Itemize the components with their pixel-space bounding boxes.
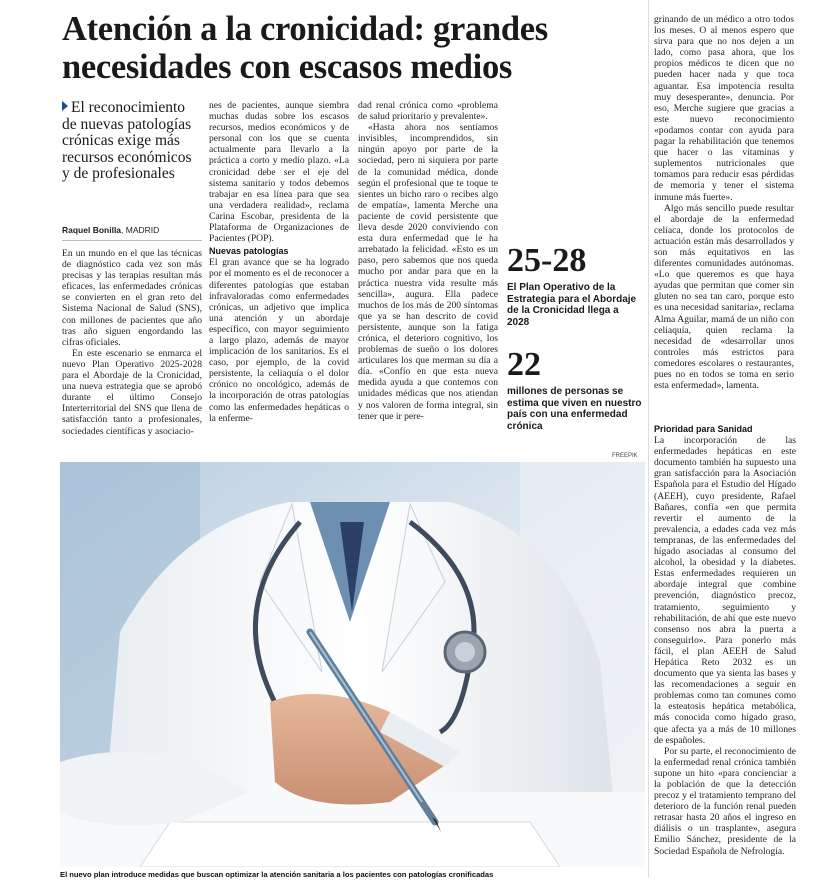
column-2	[209, 100, 349, 424]
figure-text: millones de personas se estima que viven en nuestro país con una enfermedad crónica	[507, 386, 642, 432]
paragraph: grinando de un médico a otro todos los meses. O al menos espero que sirva para que no nos dejen a un lado, como pasa ahora, que los propios médicos te dicen que no pueden hacer nada y que toca aguantar. Esa impotencia resulta muy desesperante», denuncia. Por eso, Merche sugiere que gracias a este nuevo reconocimiento «podamos contar con ayuda para pagar la rehabilitación que tenemos que hacer o las vitaminas y suplementos nutricionales que tomamos para reducir esas pérdidas de memoria y tener el sistema inmune más fuerte».	[654, 14, 794, 203]
paragraph: En un mundo en el que las técnicas de diagnóstico cada vez son más precisas y las terapias resultan más eficaces, las enfermedades crónicas se convierten en el gran reto del Sistema Nacional de Salud (SNS), con millones de pacientes que año tras año siguen engordando las cifras oficiales.	[62, 248, 202, 348]
photo-caption: El nuevo plan introduce medidas que buscan optimizar la atención sanitaria a los pacientes con patologías cronificadas	[60, 870, 494, 879]
paragraph: Por su parte, el reconocimiento de la enfermedad renal crónica también supone un hito «para concienciar a la población de que la detección precoz y el tratamiento temprano del deterioro de la función renal pueden retrasar hasta 20 años el ingreso en diálisis o un trasplante», asegura Emilio Sánchez, presidente de la Sociedad Española de Nefrología.	[654, 745, 796, 857]
column-3	[358, 100, 498, 422]
section-heading: Nuevas patologías	[209, 246, 289, 257]
doctor-writing-illustration	[60, 462, 645, 867]
column-1	[62, 248, 202, 437]
divider	[62, 240, 202, 241]
subhead	[62, 100, 202, 183]
paragraph: nes de pacientes, aunque siembra muchas dudas sobre los escasos recursos, medios económicos y de personal con los que se cuenta actualmente para llevarlo a la práctica a corto y medio plazo. «La cronicidad debe ser el eje del sistema sanitario y todos debemos trabajar en esa línea para que sea una verdadera realidad», reclama Carina Escobar, presidenta de la Plataforma de Organizaciones de Pacientes (POP).	[209, 100, 349, 245]
headline: Atención a la cronicidad: grandes necesidades con escasos medios	[62, 10, 548, 86]
byline: Raquel Bonilla, MADRID	[62, 225, 160, 235]
paragraph: La incorporación de las enfermedades hepáticas en este documento también ha supuesto una gran satisfacción para la Asociación Española para el Estudio del Hígado (AEEH), cuyo presidente, Rafael Bañares, confía «en que permita revertir el aumento de la prevalencia, a edades cada vez más tempranas, de las enfermedades del hígado asociadas al consumo del alcohol, la obesidad y la diabetes. Estas enfermedades requieren un abordaje integral que combine prevención, diagnóstico precoz, tratamiento, seguimiento y rehabilitación, de ahí que este nuevo consenso nos abra la puerta a conseguirlo». Para ponerlo más fácil, el plan AEEH de Salud Hepática Reto 2032 es un documento que ya sienta las bases y las recomendaciones a seguir en problemas como tan comunes como la esteatosis hepática metabólica, más conocida como hígado graso, que afecta ya a más de 10 millones de españoles.	[654, 435, 796, 746]
photo-credit: FREEPIK	[612, 453, 638, 459]
subhead-text: El reconocimiento de nuevas patologías crónicas exige más recursos económicos y de profesionales	[62, 99, 192, 182]
figure-text: El Plan Operativo de la Estrategia para el Abordaje de la Cronicidad llega a 2028	[507, 282, 637, 328]
paragraph: «Hasta ahora nos sentíamos invisibles, incomprendidos, sin ningún apoyo por parte de la sociedad, pero ni siquiera por parte de la comunidad médica, donde según el profesional que te toque te sientes un bicho raro o recibes algo de empatía», lamenta Merche una paciente de covid persistente que lleva desde 2020 conviviendo con esta dura enfermedad que le ha arrebatado la felicidad. «Esto es un paso, pero sabemos que nos queda mucho por andar para que en la práctica nuestra vida resulte más sencilla», augura. Ella padece muchos de los más de 200 síntomas que ya se han descrito de covid persistente, aunque son la fatiga crónica, el deterioro cognitivo, los problemas de sueño o los dolores articulares los que merman su día a día. «Confío en que esta nueva medida ayuda a que contemos con unidades médicas que nos atiendan y nos valoren de forma integral, sin tener que ir pere-	[358, 122, 498, 422]
paragraph: dad renal crónica como «problema de salud prioritario y prevalente».	[358, 100, 498, 123]
figure-value: 22	[507, 346, 541, 383]
byline-place: MADRID	[125, 225, 160, 235]
figure-box-2	[507, 348, 642, 432]
column-separator	[648, 0, 649, 878]
column-5-continued	[654, 422, 796, 857]
figure-value: 25-28	[507, 242, 587, 279]
figure-box-1	[507, 244, 642, 328]
paragraph: En este escenario se enmarca el nuevo Plan Operativo 2025-2028 para el Abordaje de la Cronicidad, una nueva estrategia que se aprobó durante el último Consejo Interterritorial del SNS que llena de satisfacción tanto a profesionales, sociedades científicas y asociacio-	[62, 347, 202, 437]
arrow-icon	[62, 101, 68, 111]
paragraph: El gran avance que se ha logrado por el momento es el de reconocer a diferentes patologías que estaban infravaloradas como enfermedades crónicas, un adjetivo que implica una atención y un abordaje específico, con mayor seguimiento a largo plazo, además de mayor implicación de los sanitarios. Es el caso, por ejemplo, de la covid persistente, la celiaquía o el dolor crónico no oncológico, además de la incorporación de otras patologías como las enfermedades hepáticas o la enferme-	[209, 257, 349, 424]
paragraph: Algo más sencillo puede resultar el abordaje de la enfermedad celíaca, donde los protocolos de actuación están más desarrollados y son más equitativos en las diferentes comunidades autónomas. «Lo que queremos es que haya ayudas que permitan que comer sin gluten no sea tan caro, porque esto es una necesidad sanitaria», reclama Alma Aguilar, mamá de un niño con celiaquía, quien reclama la necesidad de «desarrollar unos controles más estrictos para comedores escolares o restaurantes, pues no en todos se toma en serio esta enfermedad», lamenta.	[654, 202, 794, 392]
column-5	[654, 14, 794, 391]
byline-author: Raquel Bonilla	[62, 225, 122, 235]
article-photo	[60, 462, 645, 867]
section-heading: Prioridad para Sanidad	[654, 424, 753, 434]
